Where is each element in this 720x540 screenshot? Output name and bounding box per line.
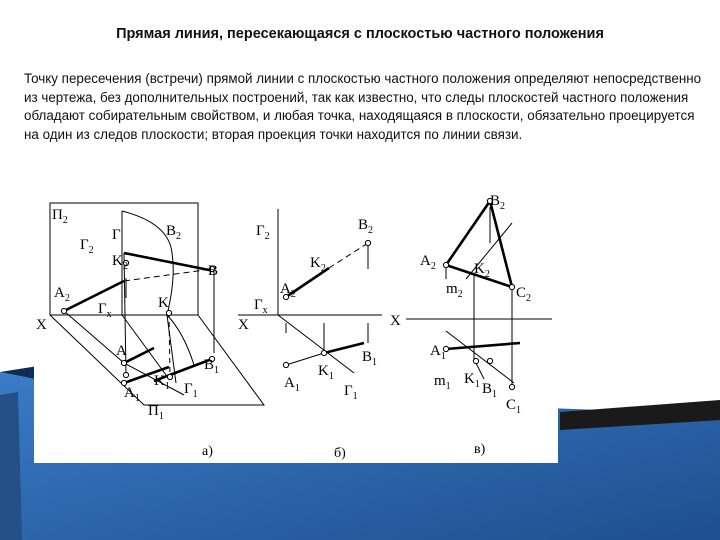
projection-drawing: [34, 183, 558, 463]
label-g1-b: $Г_1$: [344, 383, 358, 402]
label-b1-a: $B_1$: [204, 357, 220, 376]
label-k1-c: $K_1$: [464, 371, 480, 390]
figure-c-labels: [390, 193, 531, 416]
label-b2-c: $B_2$: [490, 193, 506, 212]
label-gx-b: $Г_x$: [254, 297, 268, 316]
label-x-a: X: [36, 317, 47, 333]
label-k1-b: $K_1$: [318, 363, 334, 382]
figure-b-labels: [238, 217, 377, 402]
label-x-c: X: [390, 313, 401, 329]
caption-b: б): [334, 446, 346, 461]
caption-a: а): [202, 444, 213, 459]
label-g1-a: $Г_1$: [184, 381, 198, 400]
label-g2-a: $Г_2$: [80, 237, 94, 256]
slide-title: Прямая линия, пересекающаяся с плоскостью частного положения: [116, 26, 604, 42]
label-m1-c: $m_1$: [434, 373, 451, 392]
plane-gamma-edge: [122, 211, 166, 375]
label-k-a: K: [158, 295, 169, 311]
label-g2-b: $Г_2$: [256, 223, 270, 242]
label-a2-b: $A_2$: [280, 281, 296, 300]
label-b-a: B: [208, 263, 219, 279]
label-b1-c: $B_1$: [482, 381, 498, 400]
label-a2-c: $A_2$: [420, 253, 436, 272]
label-k2-c: $K_2$: [474, 261, 490, 280]
label-b2-a: $B_2$: [166, 223, 182, 242]
caption-c: в): [474, 442, 486, 457]
label-pi2: $П_2$: [52, 207, 68, 226]
label-a2-a: $A_2$: [54, 285, 70, 304]
label-a1-b: $A_1$: [284, 375, 300, 394]
plane-pi1-frame: [50, 315, 264, 405]
label-c1-c: $C_1$: [506, 397, 522, 416]
label-m2-c: $m_2$: [446, 281, 463, 300]
label-gx-a: $Г_x$: [98, 301, 112, 320]
slide-body-text: Точку пересечения (встречи) прямой линии с плоскостью частного положения определяют непосредственно из чертежа, без дополнительных построений, так как известно, что следы плоскостей частного положения обладают собирательным свойством, и любая точка, находящаяся в плоскости, обязательно проецируется на один из следов плоскости; вторая проекция точки находится по линии связи.: [24, 71, 702, 142]
label-x-b: X: [238, 317, 249, 333]
label-c2-c: $C_2$: [516, 285, 532, 304]
label-k2-b: $K_2$: [310, 255, 326, 274]
label-a1-a: $A_1$: [124, 385, 140, 404]
label-a-a: A: [116, 343, 127, 359]
label-k1-a: $K_1$: [154, 373, 170, 392]
label-b2-b: $B_2$: [358, 217, 374, 236]
label-b1-b: $B_1$: [362, 349, 378, 368]
label-a1-c: $A_1$: [430, 343, 446, 362]
projection-figure: [34, 183, 558, 463]
label-pi1: $П_1$: [148, 403, 164, 422]
label-g-a: Г: [112, 227, 121, 243]
label-k2-a: $K_2$: [112, 253, 128, 272]
